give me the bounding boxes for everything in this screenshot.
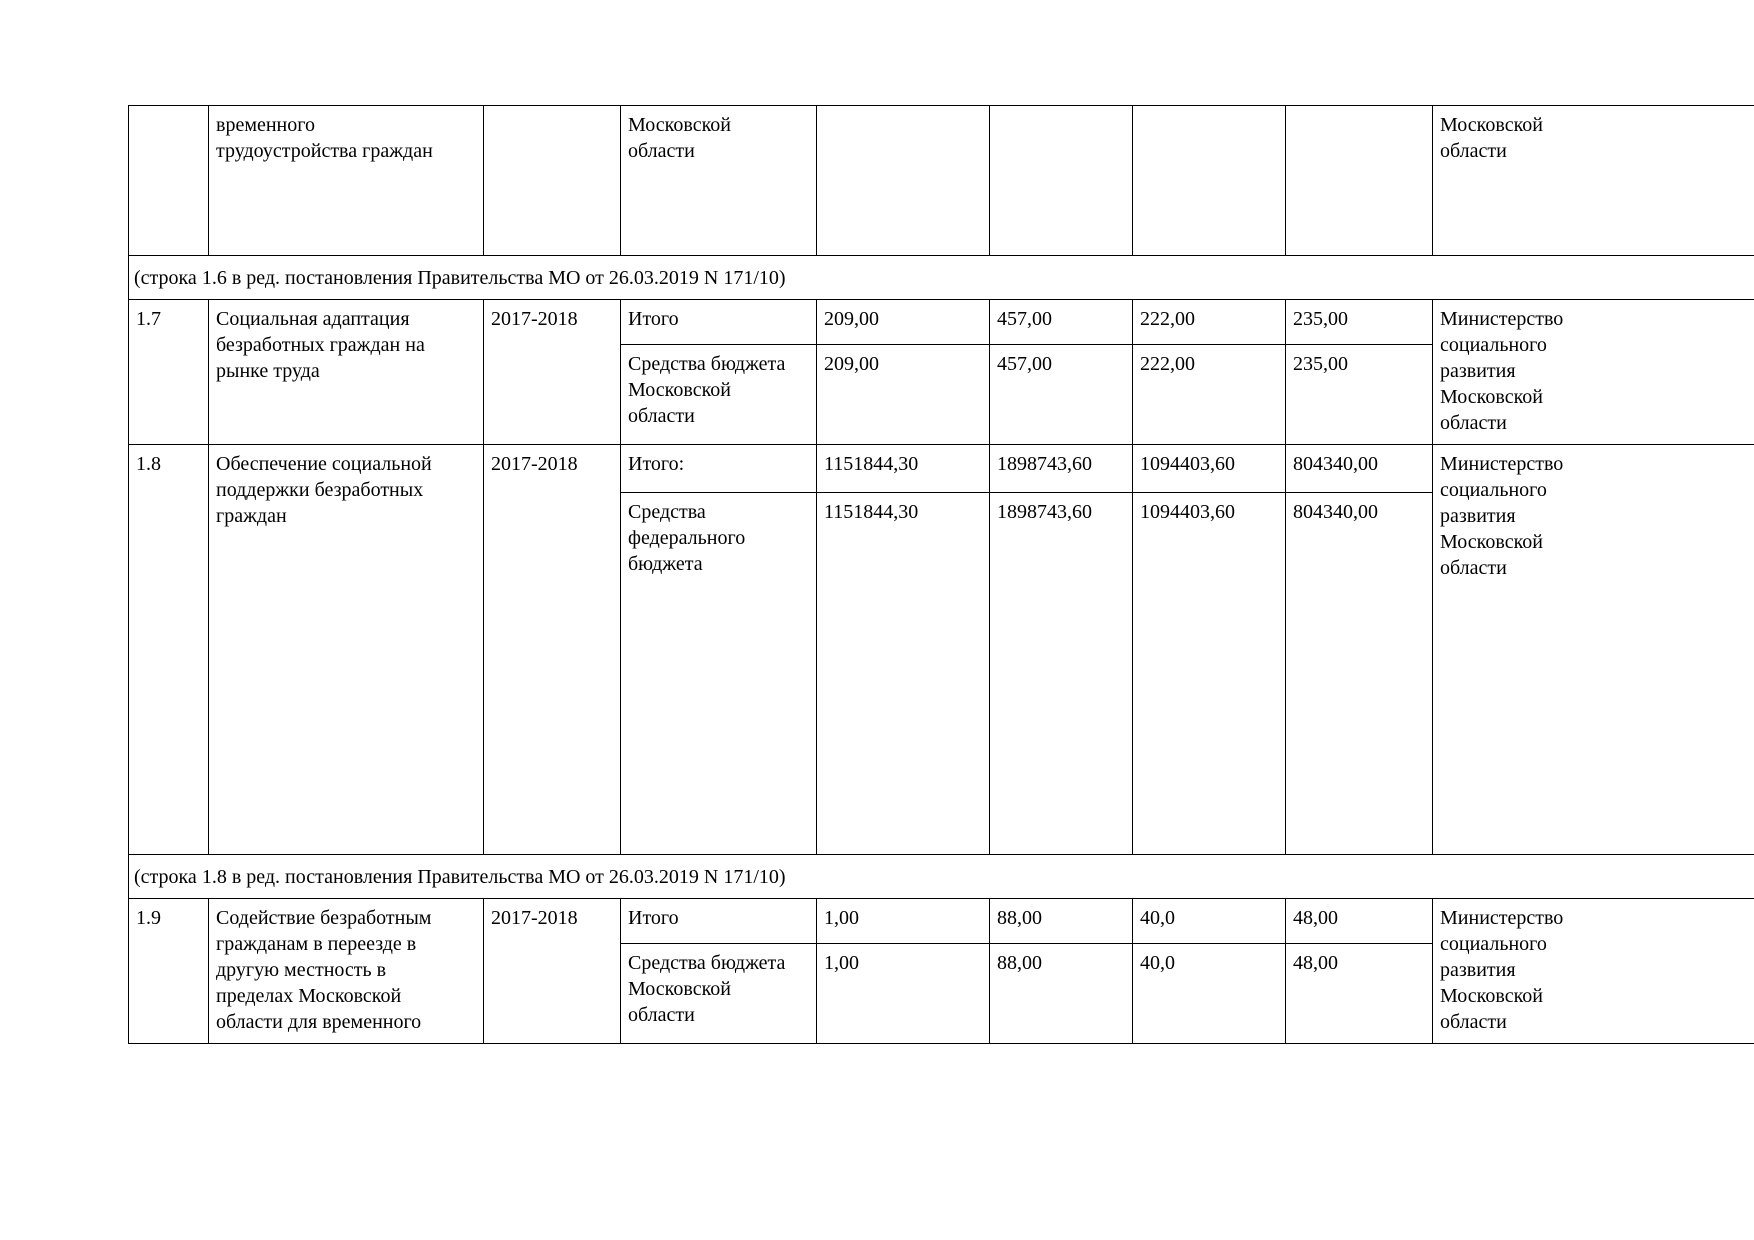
- table-row-note-1-6: [129, 256, 1754, 300]
- amount-cell: 48,00: [1286, 944, 1433, 1044]
- amount-cell: 1898743,60: [990, 445, 1133, 493]
- measure-name-cell: [209, 300, 484, 445]
- amount-cell: 804340,00: [1286, 445, 1433, 493]
- amount-cell: 1151844,30: [817, 493, 990, 855]
- years-cell: 2017-2018: [484, 445, 621, 855]
- amendment-note: (строка 1.8 в ред. постановления Правительства МО от 26.03.2019 N 171/10): [129, 855, 1754, 899]
- funding-source-text: Итого: [628, 308, 679, 330]
- table-row-1-7: [129, 300, 1754, 345]
- amount-cell: 222,00: [1133, 300, 1286, 345]
- funding-source-text: Средства бюджета Московской области: [628, 952, 786, 1026]
- table-row-1-8: [129, 445, 1754, 493]
- amount-cell: 1151844,30: [817, 445, 990, 493]
- years-cell: 2017-2018: [484, 899, 621, 1044]
- program-financing-table: [128, 105, 1754, 1044]
- row-number-cell: 1.8: [129, 445, 209, 855]
- ministry-text: Министерство социального развития Московской области: [1440, 907, 1564, 1033]
- amount-cell: 1898743,60: [990, 493, 1133, 855]
- amount-cell: 88,00: [990, 944, 1133, 1044]
- table-row-note-1-8: [129, 855, 1754, 899]
- funding-source-cell: [621, 899, 817, 944]
- amount-cell: [1133, 106, 1286, 256]
- funding-source-cell: [621, 300, 817, 345]
- row-number-cell: 1.7: [129, 300, 209, 445]
- amount-cell: 40,0: [1133, 899, 1286, 944]
- amount-cell: 1,00: [817, 944, 990, 1044]
- row-number-cell: [129, 106, 209, 256]
- funding-source-cell: [621, 445, 817, 493]
- funding-source-cell: [621, 493, 817, 855]
- funding-source-cell: [621, 944, 817, 1044]
- amount-cell: 88,00: [990, 899, 1133, 944]
- measure-name-cell: [209, 899, 484, 1044]
- amendment-note: (строка 1.6 в ред. постановления Правительства МО от 26.03.2019 N 171/10): [129, 256, 1754, 300]
- amount-cell: 48,00: [1286, 899, 1433, 944]
- measure-name-cell: [209, 106, 484, 256]
- amount-cell: 209,00: [817, 300, 990, 345]
- amount-cell: 457,00: [990, 300, 1133, 345]
- measure-name-text: временного трудоустройства граждан: [216, 114, 433, 162]
- amount-cell: 235,00: [1286, 345, 1433, 445]
- amount-cell: 1094403,60: [1133, 493, 1286, 855]
- amount-cell: 209,00: [817, 345, 990, 445]
- amount-cell: 222,00: [1133, 345, 1286, 445]
- ministry-text: Министерство социального развития Московской области: [1440, 453, 1564, 579]
- funding-source-cell: [621, 106, 817, 256]
- ministry-text: Министерство социального развития Московской области: [1440, 308, 1564, 434]
- funding-source-cell: [621, 345, 817, 445]
- table-row-1-9: [129, 899, 1754, 944]
- years-cell: [484, 106, 621, 256]
- measure-name-text: Обеспечение социальной поддержки безработных граждан: [216, 453, 432, 527]
- ministry-cell: [1433, 106, 1754, 256]
- amount-cell: [990, 106, 1133, 256]
- measure-name-text: Социальная адаптация безработных граждан на рынке труда: [216, 308, 425, 382]
- ministry-cell: [1433, 445, 1754, 855]
- amount-cell: 235,00: [1286, 300, 1433, 345]
- table-row-continuation: [129, 106, 1754, 256]
- funding-source-text: Итого:: [628, 453, 685, 475]
- measure-name-cell: [209, 445, 484, 855]
- funding-source-text: Средства федерального бюджета: [628, 501, 746, 575]
- amount-cell: 804340,00: [1286, 493, 1433, 855]
- amount-cell: [1286, 106, 1433, 256]
- ministry-cell: [1433, 899, 1754, 1044]
- measure-name-text: Содействие безработным гражданам в переезде в другую местность в пределах Московской области для временного: [216, 907, 432, 1033]
- row-number-cell: 1.9: [129, 899, 209, 1044]
- funding-source-text: Итого: [628, 907, 679, 929]
- ministry-cell: [1433, 300, 1754, 445]
- ministry-text: Московской области: [1440, 114, 1543, 162]
- funding-source-text: Московской области: [628, 114, 731, 162]
- amount-cell: 1094403,60: [1133, 445, 1286, 493]
- funding-source-text: Средства бюджета Московской области: [628, 353, 786, 427]
- amount-cell: [817, 106, 990, 256]
- amount-cell: 457,00: [990, 345, 1133, 445]
- years-cell: 2017-2018: [484, 300, 621, 445]
- amount-cell: 1,00: [817, 899, 990, 944]
- amount-cell: 40,0: [1133, 944, 1286, 1044]
